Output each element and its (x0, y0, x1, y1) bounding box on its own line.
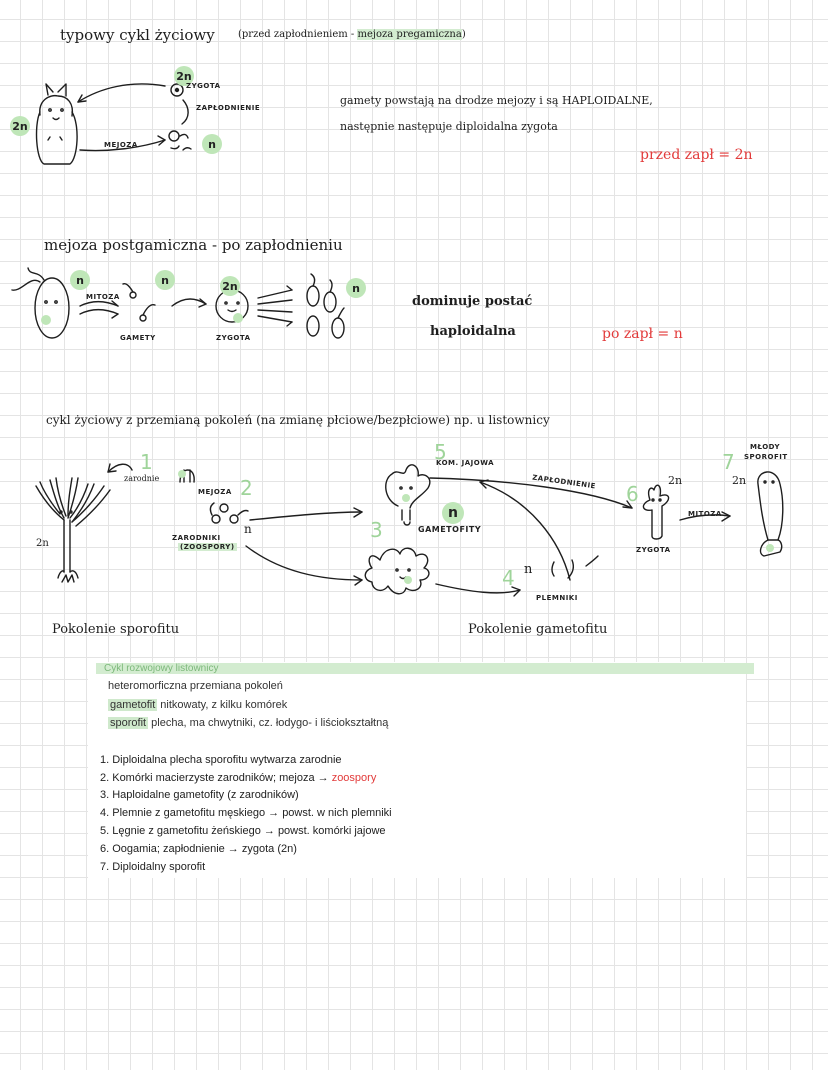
step-num-3: 3 (370, 518, 383, 542)
label-kom-jajowa: KOM. JAJOWA (436, 459, 495, 467)
gametofit-text: nitkowaty, z kilku komórek (157, 699, 288, 711)
subtitle-open: (przed zapłodnieniem - (238, 29, 358, 40)
label-zarodniki: ZARODNIKI (172, 534, 221, 542)
sporofit-label: sporofit (110, 717, 147, 729)
step-num-6: 6 (626, 482, 639, 506)
label-gamety: GAMETY (120, 334, 156, 342)
badge-n2: n (155, 270, 175, 290)
badge-2n: 2n (220, 276, 240, 296)
label-pokolenie-gametofitu: Pokolenie gametofitu (468, 622, 608, 637)
badge-n: n (202, 134, 222, 154)
zygote-sketch (643, 485, 668, 539)
label-mlody: MŁODY (750, 443, 781, 451)
list-item-5: 5. Lęgnie z gametofitu żeńskiego → powst. komórki jajowe (100, 825, 386, 837)
arrow-1 (108, 464, 132, 472)
note-line1: heteromorficzna przemiana pokoleń (108, 680, 283, 692)
badge-2n-left: 2n (10, 116, 30, 136)
label-n-plemniki: n (524, 562, 533, 577)
note-sporofit (108, 717, 388, 729)
section1-text-line2: następnie następuje diploidalna zygota (340, 120, 558, 133)
section1-subtitle (238, 29, 466, 40)
step-num-7: 7 (722, 450, 735, 474)
badge-2n-zygota: 2n (174, 66, 194, 86)
note-title: Cykl rozwojowy listownicy (96, 663, 754, 674)
list-item-3: 3. Haploidalne gametofity (z zarodników) (100, 789, 299, 801)
rabbit-sketch (37, 84, 78, 164)
label-sporofit: SPOROFIT (744, 453, 788, 461)
label-pokolenie-sporofitu: Pokolenie sporofitu (52, 622, 180, 637)
cell-left (12, 268, 69, 338)
label-mejoza: MEJOZA (104, 141, 138, 149)
list-item-1: 1. Diploidalna plecha sporofitu wytwarza zarodnie (100, 754, 342, 766)
label-2n-zygota-s3: 2n (668, 474, 683, 487)
list-item-2-text: 2. Komórki macierzyste zarodników; mejoza → (100, 772, 332, 784)
label-zygota-s3: ZYGOTA (636, 546, 671, 554)
label-2n-sporophyte: 2n (36, 538, 49, 549)
note-gametofit (108, 699, 287, 711)
label-zoospory: (ZOOSPORY) (180, 543, 235, 551)
section2-red-note: po zapł = n (602, 326, 683, 342)
label-mitoza-s2: MITOZA (86, 293, 120, 301)
dominuje-line1: dominuje postać (412, 294, 533, 309)
arrow-zygota-to-rabbit (78, 84, 165, 102)
label-n-zarodniki: n (244, 522, 252, 536)
label-2n-young: 2n (732, 474, 747, 487)
list-item-6: 6. Oogamia; zapłodnienie → zygota (2n) (100, 843, 297, 855)
subtitle-close: ) (461, 29, 466, 40)
badge-n-gametofity: n (442, 502, 464, 524)
gametofit-label: gametofit (110, 699, 156, 711)
section1-red-note: przed zapł = 2n (640, 147, 753, 163)
male-gametophyte (365, 548, 429, 594)
dominuje-line2: haploidalna (430, 324, 516, 339)
section1-text-line1: gamety powstają na drodze mejozy i są HAPLOIDALNE, (340, 94, 653, 107)
list-item-4: 4. Plemnie z gametofitu męskiego → powst. w nich plemniki (100, 807, 392, 819)
label-plemniki: PLEMNIKI (536, 594, 578, 602)
section2-title: mejoza postgamiczna - po zapłodnieniu (44, 236, 343, 254)
sporofit-text: plecha, ma chwytniki, cz. łodygo- i liściokształtną (148, 717, 389, 729)
label-zygota: ZYGOTA (186, 82, 221, 90)
label-mitoza-s3: MITOZA (688, 510, 722, 518)
section1-title: typowy cykl życiowy (60, 26, 215, 44)
list-item-2 (100, 772, 376, 784)
step-num-2: 2 (240, 476, 253, 500)
sporophyte-sketch (36, 478, 110, 582)
badge-n3: n (346, 278, 366, 298)
step-num-4: 4 (502, 566, 515, 590)
list-item-2-red: zoospory (331, 772, 377, 784)
step-num-1: 1 (140, 450, 153, 474)
label-zaplodnienie: ZAPŁODNIENIE (196, 104, 261, 112)
label-zygota-s2: ZYGOTA (216, 334, 251, 342)
step-num-5: 5 (434, 440, 447, 464)
label-mejoza-s3: MEJOZA (198, 488, 232, 496)
label-zarodnie: zarodnie (124, 474, 160, 483)
summary-note (88, 662, 746, 878)
badge-n1: n (70, 270, 90, 290)
label-zaplodnienie-s3: ZAPŁODNIENIE (531, 473, 597, 491)
list-item-7: 7. Diploidalny sporofit (100, 861, 206, 873)
subtitle-highlight: mejoza pregamiczna (357, 29, 462, 40)
young-sporophyte (758, 472, 783, 556)
section3-title: cykl życiowy z przemianą pokoleń (na zmianę płciowe/bezpłciowe) np. u listownicy (46, 413, 550, 427)
label-gametofity: GAMETOFITY (418, 525, 482, 534)
